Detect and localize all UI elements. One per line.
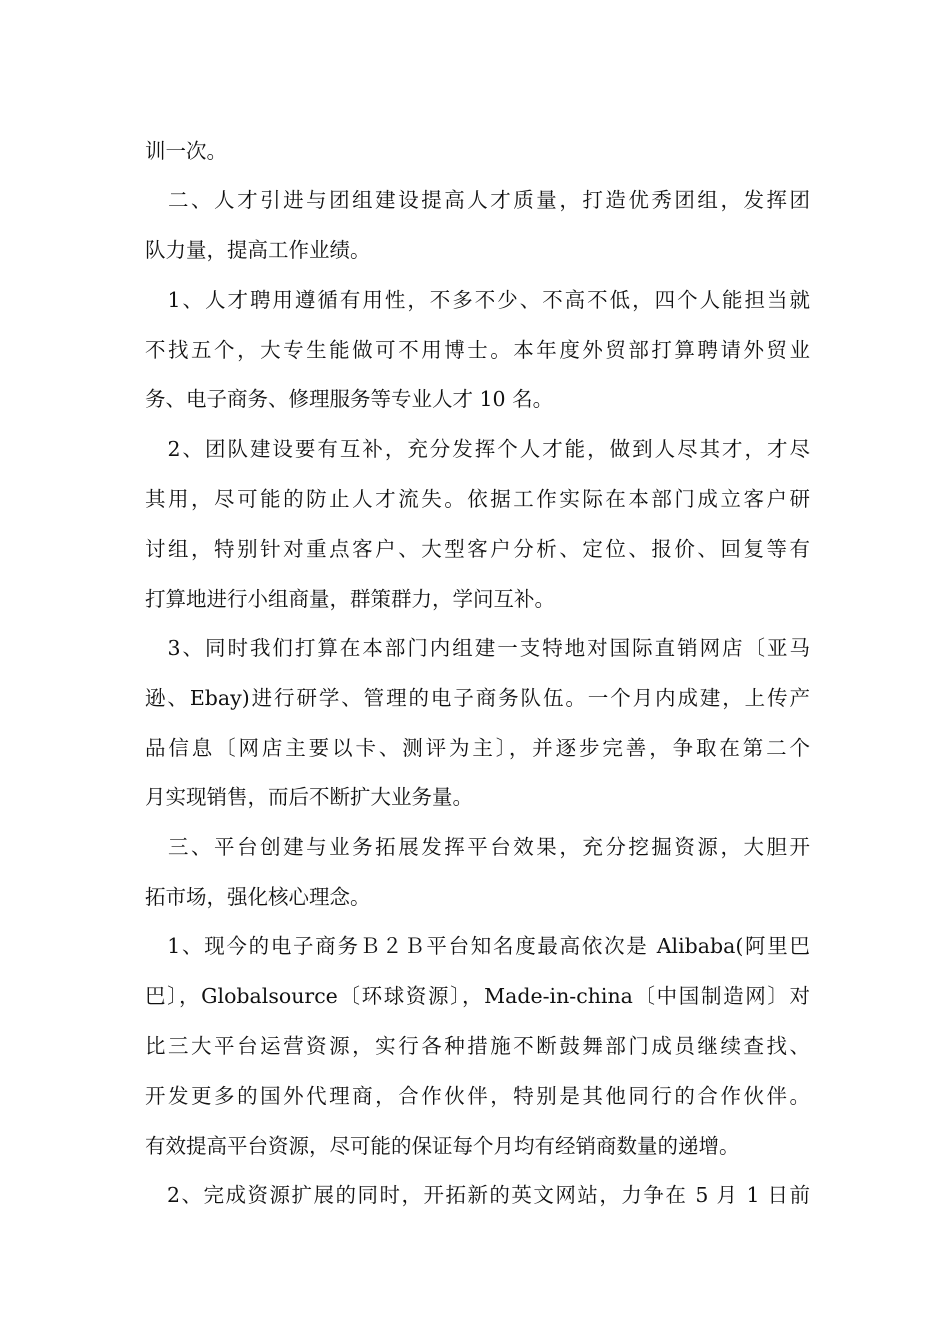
- text-line: 2、完成资源扩展的同时，开拓新的英文网站，力争在 5 月 1 日前: [145, 1183, 810, 1207]
- text-line: 逊、Ebay)进行研学、管理的电子商务队伍。一个月内成建，上传产: [145, 686, 810, 710]
- text-line: 开发更多的国外代理商，合作伙伴，特别是其他同行的合作伙伴。: [145, 1084, 810, 1108]
- text-line: 品信息〔网店主要以卡、测评为主〕，并逐步完善，争取在第二个: [145, 736, 810, 760]
- text-line: 1、现今的电子商务Ｂ２Ｂ平台知名度最高依次是 Alibaba(阿里巴: [145, 934, 810, 958]
- text-line: 比三大平台运营资源，实行各种措施不断鼓舞部门成员继续查找、: [145, 1034, 810, 1058]
- text-line: 有效提高平台资源，尽可能的保证每个月均有经销商数量的递增。: [145, 1134, 740, 1158]
- text-line: 其用，尽可能的防止人才流失。依据工作实际在本部门成立客户研: [145, 487, 810, 511]
- text-line: 巴〕，Globalsource〔环球资源〕，Made-in-china〔中国制造网〕对: [145, 984, 810, 1008]
- text-line: 训一次。: [145, 139, 227, 163]
- text-line: 3、同时我们打算在本部门内组建一支特地对国际直销网店〔亚马: [145, 636, 810, 660]
- section-heading-line: 三、平台创建与业务拓展发挥平台效果，充分挖掘资源，大胆开: [145, 835, 810, 859]
- text-line: 讨组，特别针对重点客户、大型客户分析、定位、报价、回复等有: [145, 537, 810, 561]
- text-line: 打算地进行小组商量，群策群力，学问互补。: [145, 587, 555, 611]
- text-line: 2、团队建设要有互补，充分发挥个人才能，做到人尽其才，才尽: [145, 437, 810, 461]
- text-line: 队力量，提高工作业绩。: [145, 238, 371, 262]
- text-line: 月实现销售，而后不断扩大业务量。: [145, 785, 473, 809]
- text-line: 1、人才聘用遵循有用性，不多不少、不高不低，四个人能担当就: [145, 288, 810, 312]
- text-line: 不找五个，大专生能做可不用博士。本年度外贸部打算聘请外贸业: [145, 338, 810, 362]
- text-line: 务、电子商务、修理服务等专业人才 10 名。: [145, 387, 554, 411]
- text-line: 拓市场，强化核心理念。: [145, 885, 371, 909]
- section-heading-line: 二、人才引进与团组建设提高人才质量，打造优秀团组，发挥团: [145, 188, 810, 212]
